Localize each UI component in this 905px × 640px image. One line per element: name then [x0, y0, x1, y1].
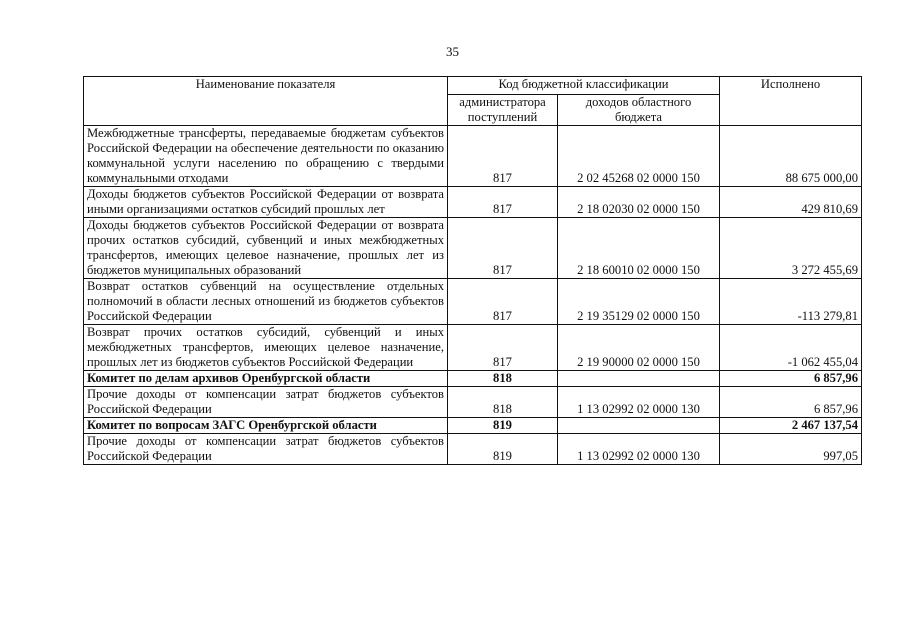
- row-executed-amount: 88 675 000,00: [720, 126, 862, 187]
- row-admin-code: 817: [448, 187, 558, 218]
- row-executed-amount: 2 467 137,54: [720, 418, 862, 434]
- row-income-code: 1 13 02992 02 0000 130: [558, 434, 720, 465]
- row-admin-code: 817: [448, 325, 558, 371]
- table-row: [84, 279, 862, 325]
- table-row: [84, 387, 862, 418]
- row-indicator-name: Возврат прочих остатков субсидий, субвенций и иных межбюджетных трансфертов, имеющих целевое назначение, прошлых лет из бюджетов субъектов Российской Федерации: [84, 325, 448, 371]
- row-executed-amount: -1 062 455,04: [720, 325, 862, 371]
- row-executed-amount: 997,05: [720, 434, 862, 465]
- row-income-code: 2 18 02030 02 0000 150: [558, 187, 720, 218]
- row-income-code: 2 19 90000 02 0000 150: [558, 325, 720, 371]
- header-executed: Исполнено: [720, 77, 862, 126]
- table-row: [84, 434, 862, 465]
- row-admin-code: 818: [448, 387, 558, 418]
- row-indicator-name: Прочие доходы от компенсации затрат бюджетов субъектов Российской Федерации: [84, 387, 448, 418]
- row-indicator-name: Комитет по делам архивов Оренбургской области: [84, 371, 448, 387]
- table-row: [84, 187, 862, 218]
- row-income-code: [558, 371, 720, 387]
- row-admin-code: 818: [448, 371, 558, 387]
- page-number: 35: [446, 44, 459, 59]
- budget-execution-table: [83, 76, 862, 465]
- row-income-code: [558, 418, 720, 434]
- row-admin-code: 819: [448, 434, 558, 465]
- row-executed-amount: 6 857,96: [720, 371, 862, 387]
- row-indicator-name: Возврат остатков субвенций на осуществление отдельных полномочий в области лесных отношений из бюджетов субъектов Российской Федерации: [84, 279, 448, 325]
- row-executed-amount: 3 272 455,69: [720, 218, 862, 279]
- row-income-code: 1 13 02992 02 0000 130: [558, 387, 720, 418]
- header-income-code: доходов областного бюджета: [558, 95, 720, 126]
- row-executed-amount: -113 279,81: [720, 279, 862, 325]
- row-indicator-name: Межбюджетные трансферты, передаваемые бюджетам субъектов Российской Федерации на обеспечение деятельности по оказанию коммунальной услуги населению по обращению с твердыми коммунальными отходами: [84, 126, 448, 187]
- row-income-code: 2 02 45268 02 0000 150: [558, 126, 720, 187]
- row-indicator-name: Комитет по вопросам ЗАГС Оренбургской области: [84, 418, 448, 434]
- row-admin-code: 819: [448, 418, 558, 434]
- table-row: [84, 218, 862, 279]
- row-indicator-name: Прочие доходы от компенсации затрат бюджетов субъектов Российской Федерации: [84, 434, 448, 465]
- row-executed-amount: 6 857,96: [720, 387, 862, 418]
- row-executed-amount: 429 810,69: [720, 187, 862, 218]
- row-admin-code: 817: [448, 126, 558, 187]
- table-row: [84, 325, 862, 371]
- row-admin-code: 817: [448, 279, 558, 325]
- header-indicator-name: Наименование показателя: [84, 77, 448, 126]
- header-admin-code: администратора поступлений: [448, 95, 558, 126]
- row-indicator-name: Доходы бюджетов субъектов Российской Федерации от возврата прочих остатков субсидий, субвенций и иных межбюджетных трансфертов, имеющих целевое назначение, прошлых лет из бюджетов муниципальных образований: [84, 218, 448, 279]
- row-income-code: 2 18 60010 02 0000 150: [558, 218, 720, 279]
- table-row: [84, 126, 862, 187]
- table-section-row: [84, 371, 862, 387]
- header-budget-code: Код бюджетной классификации: [448, 77, 720, 95]
- row-admin-code: 817: [448, 218, 558, 279]
- row-indicator-name: Доходы бюджетов субъектов Российской Федерации от возврата иными организациями остатков субсидий прошлых лет: [84, 187, 448, 218]
- row-income-code: 2 19 35129 02 0000 150: [558, 279, 720, 325]
- table-section-row: [84, 418, 862, 434]
